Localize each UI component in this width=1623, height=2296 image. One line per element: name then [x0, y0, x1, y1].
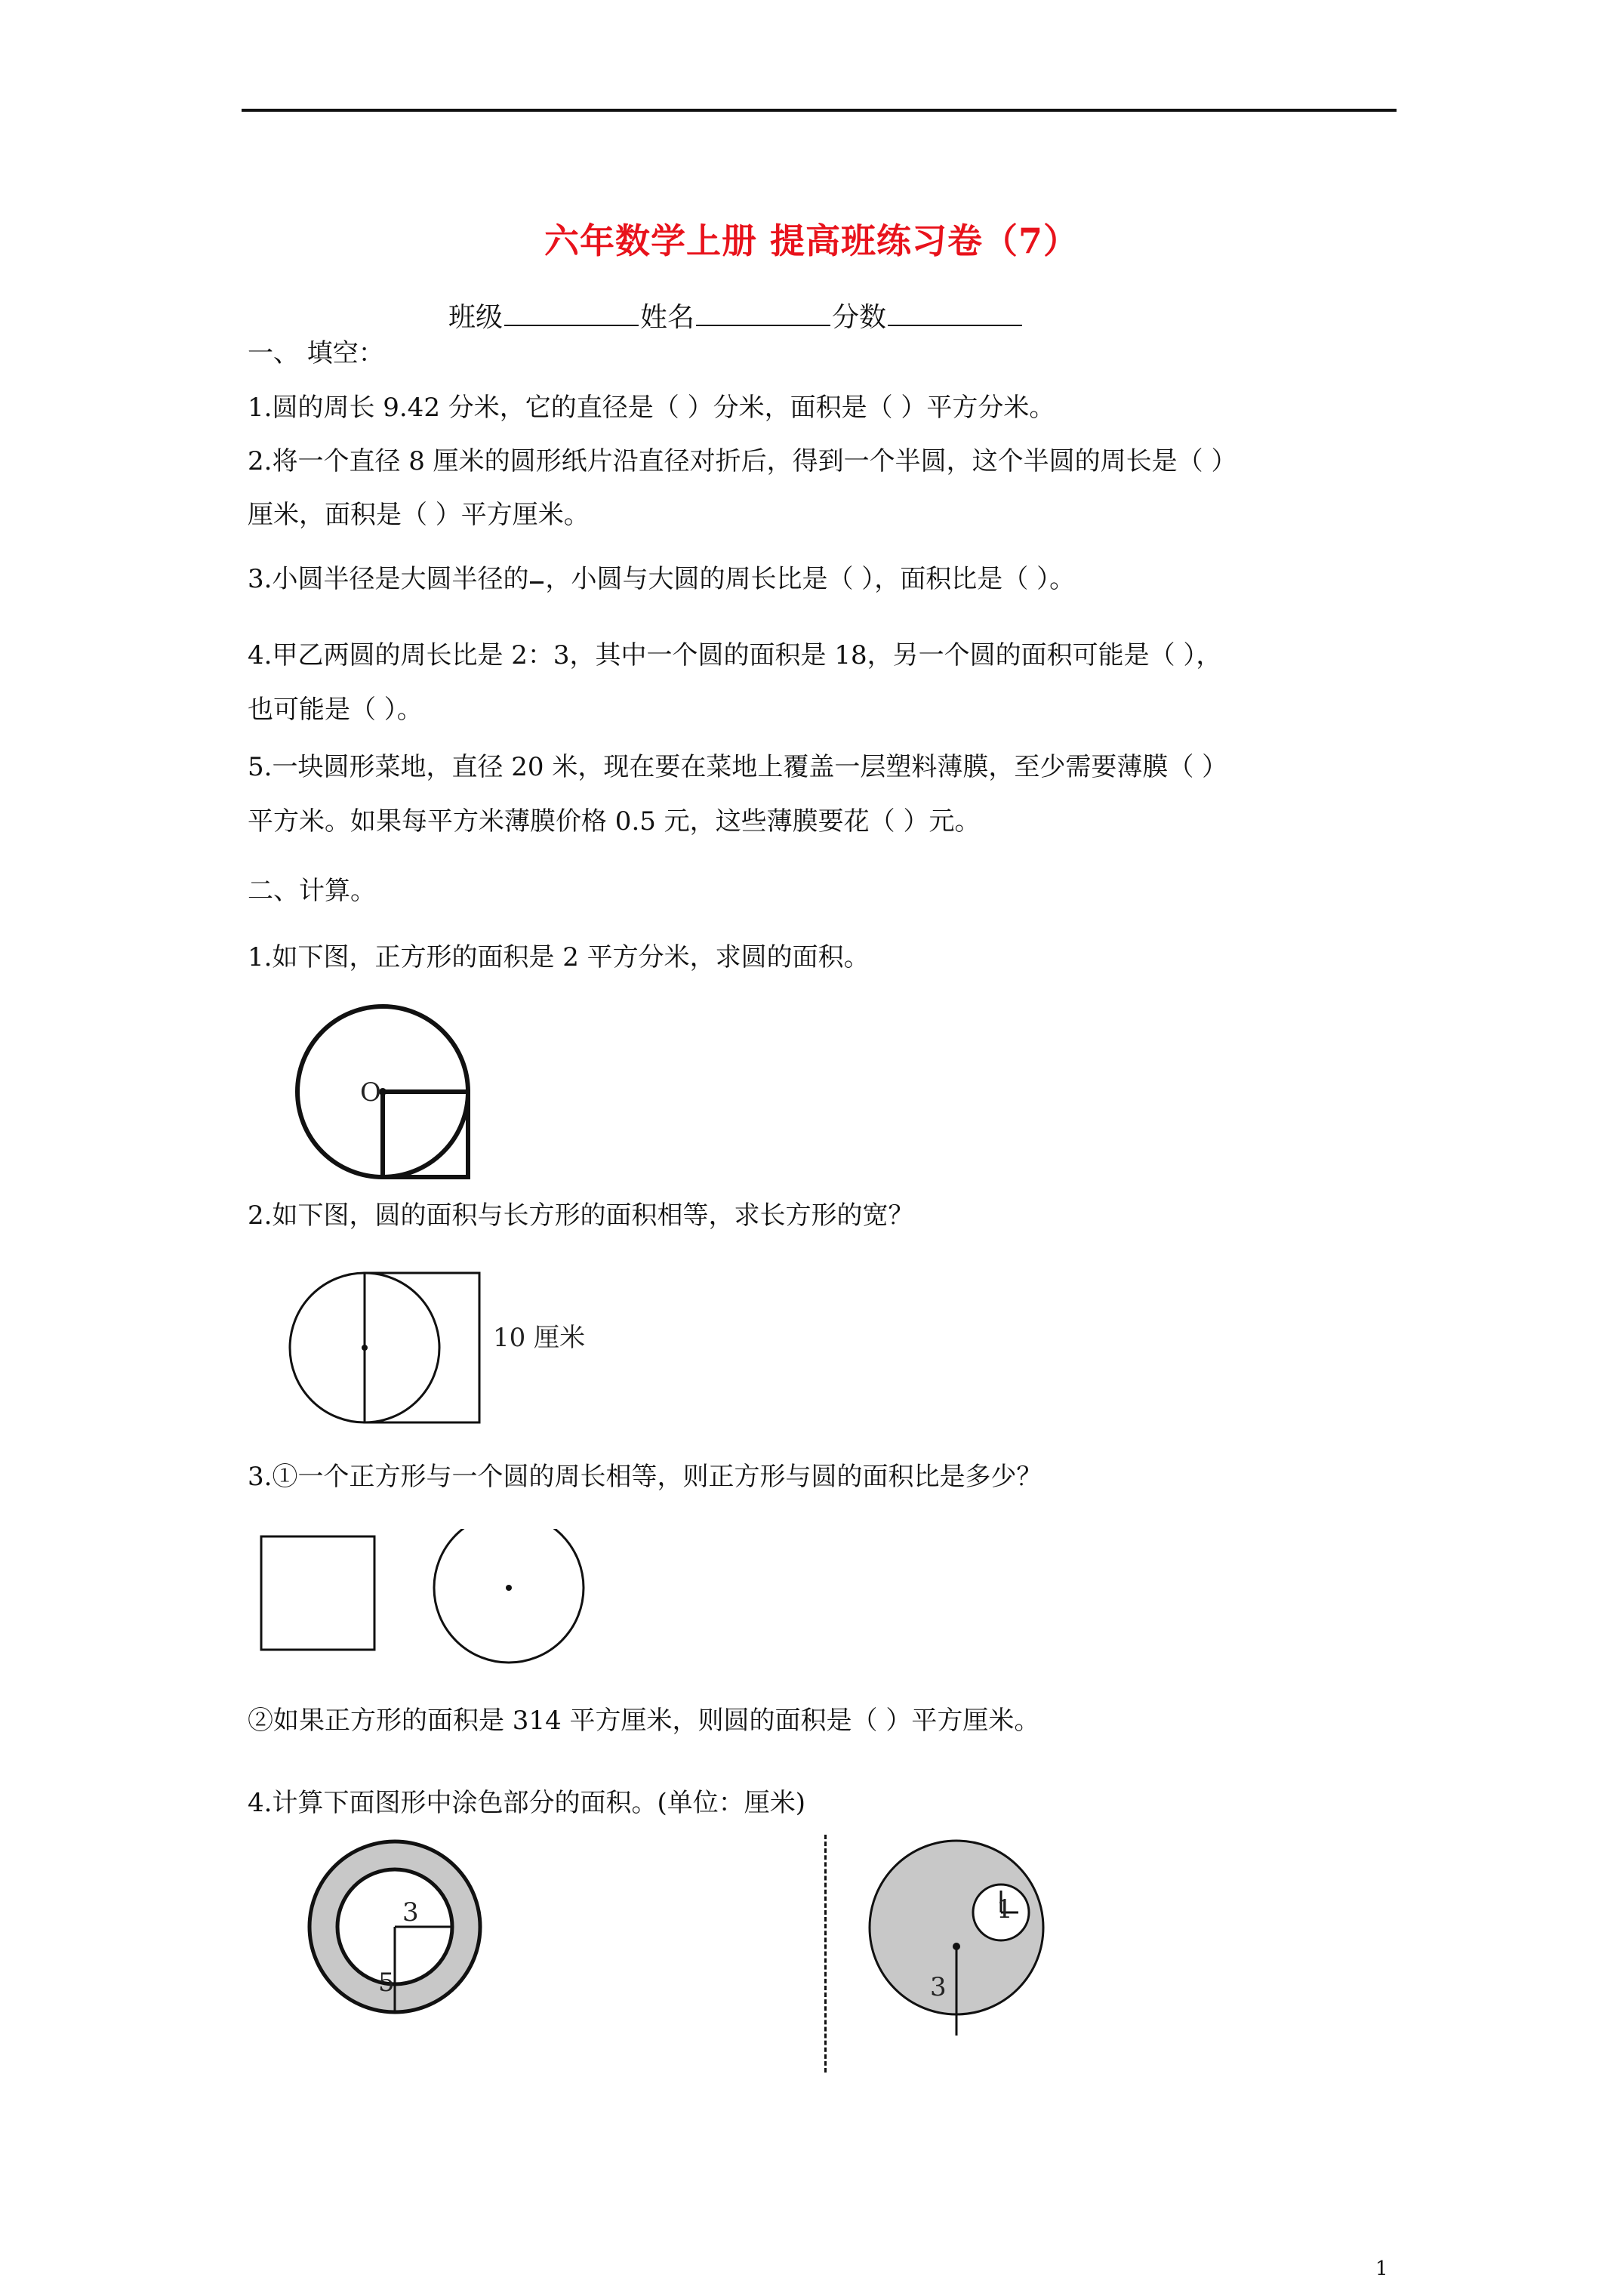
question-1-5-line2: 平方米。如果每平方米薄膜价格 0.5 元，这些薄膜要花（ ）元。 — [248, 806, 981, 837]
center-dot-3 — [506, 1585, 512, 1591]
question-1-2-line1: 2.将一个直径 8 厘米的圆形纸片沿直径对折后，得到一个半圆，这个半圆的周长是（ ） — [248, 446, 1237, 476]
big-radius-label: 3 — [930, 1972, 947, 2002]
question-1-3-start: 3.小圆半径是大圆半径的 — [248, 564, 529, 594]
question-2-4: 4.计算下面图形中涂色部分的面积。(单位：厘米) — [248, 1788, 805, 1818]
question-1-1: 1.圆的周长 9.42 分米，它的直径是（ ）分米，面积是（ ）平方分米。 — [248, 393, 1055, 423]
figure-circle-square — [287, 995, 491, 1191]
dashed-divider — [824, 1835, 827, 2073]
fraction — [528, 569, 545, 592]
question-2-3b: ②如果正方形的面积是 314 平方厘米，则圆的面积是（ ）平方厘米。 — [248, 1706, 1040, 1736]
page-title: 六年数学上册 提高班练习卷（7） — [544, 220, 1079, 261]
circle-shape-3 — [434, 1529, 584, 1663]
class-label: 班级 — [448, 302, 504, 333]
section2-heading: 二、计算。 — [248, 876, 376, 906]
figure-shaded-ring — [302, 1831, 498, 2027]
student-info-line — [448, 296, 1024, 334]
center-dot-2 — [362, 1345, 368, 1351]
question-1-3-rest: ，小圆与大圆的周长比是（ ），面积比是（ ）。 — [545, 564, 1076, 594]
question-2-2: 2.如下图，圆的面积与长方形的面积相等，求长方形的宽？ — [248, 1200, 914, 1231]
section1-heading: 一、 填空： — [248, 338, 384, 368]
question-1-2-line2: 厘米，面积是（ ）平方厘米。 — [248, 500, 590, 530]
class-blank[interactable] — [504, 299, 639, 326]
score-blank[interactable] — [888, 299, 1022, 326]
page-number: 1 — [1375, 2257, 1388, 2280]
outer-radius-label: 5 — [378, 1968, 395, 1998]
inner-radius-label: 3 — [402, 1897, 419, 1928]
small-radius-label: 1 — [996, 1894, 1013, 1925]
question-2-3a: 3.①一个正方形与一个圆的周长相等，则正方形与圆的面积比是多少？ — [248, 1462, 1042, 1492]
question-1-4-line1: 4.甲乙两圆的周长比是 2：3，其中一个圆的面积是 18，另一个圆的面积可能是（ ）， — [248, 640, 1222, 670]
header-rule — [242, 109, 1397, 112]
square-shape-3 — [261, 1536, 374, 1650]
score-label: 分数 — [832, 302, 887, 333]
figure-shaded-circle-hole — [863, 1831, 1067, 2039]
center-label-o: O — [360, 1077, 381, 1108]
name-label: 姓名 — [640, 302, 695, 333]
rectangle-length-label: 10 厘米 — [493, 1323, 586, 1353]
rectangle-shape — [365, 1273, 479, 1422]
question-2-1: 1.如下图，正方形的面积是 2 平方分米，求圆的面积。 — [248, 942, 870, 972]
question-1-3 — [248, 562, 1075, 596]
figure-square-and-circle — [257, 1529, 596, 1665]
question-1-5-line1: 5.一块圆形菜地，直径 20 米，现在要在菜地上覆盖一层塑料薄膜，至少需要薄膜（ ） — [248, 752, 1228, 782]
figure-circle-rectangle — [283, 1265, 623, 1431]
name-blank[interactable] — [696, 299, 830, 326]
question-1-4-line2: 也可能是（ ）。 — [248, 695, 423, 725]
